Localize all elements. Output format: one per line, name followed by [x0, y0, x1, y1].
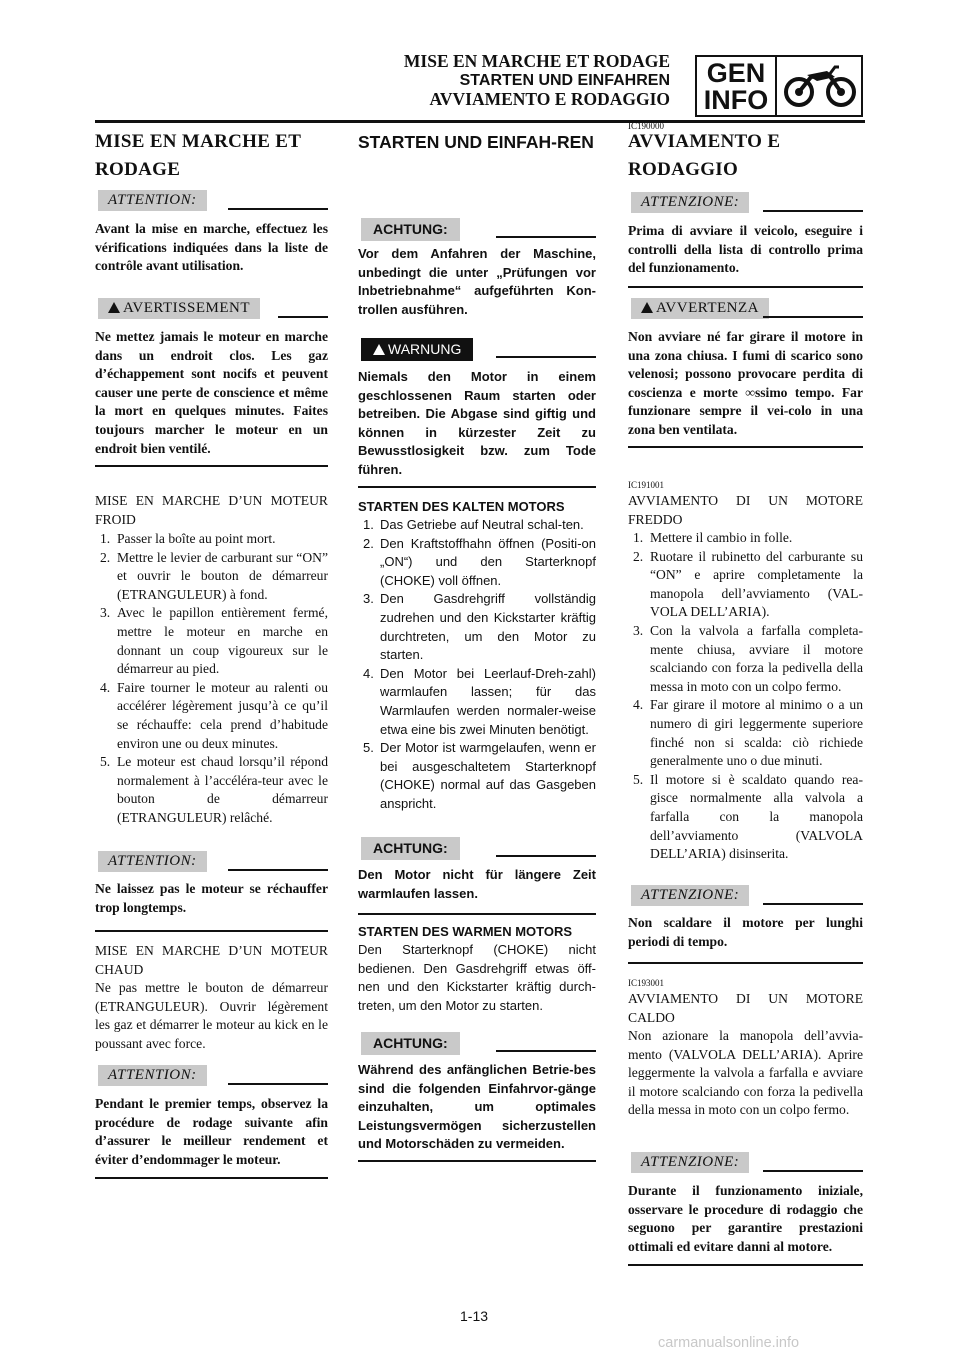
watermark: carmanualsonline.info	[658, 1335, 800, 1351]
warning-text: Non avviare né far girare il motore in una zona chiusa. I fumi di scarico sono velenosi; possono provocare perdita di coscienza e morte ∞ssimo tempo. Far funzionare sempre il vei-colo in una zona ben ventilata.	[628, 329, 863, 437]
cold-start-title: STARTEN DES KALTEN MOTORS	[358, 499, 565, 514]
warning-icon	[108, 302, 120, 313]
section-title: STARTEN UND EINFAH-REN	[358, 132, 594, 152]
running-header	[404, 52, 670, 109]
divider	[628, 962, 863, 964]
section-title: AVVIAMENTO E RODAGGIO	[628, 131, 781, 180]
attenzione-label: ATTENZIONE:	[631, 192, 749, 213]
attenzione-label: ATTENZIONE:	[631, 885, 749, 906]
list-item: 5. Der Motor ist warmgelaufen, wenn er bei ausgeschaltetem Starterknopf (CHOKE) normal auf das Gasgeben anspricht.	[363, 740, 596, 811]
section-code: IC191001	[628, 480, 664, 490]
list-item: 3. Den Gasdrehgriff vollständig zudrehen und den Kickstarter kräftig durchtreten, um den Motor zu starten.	[363, 591, 596, 663]
page-number: 1-13	[460, 1308, 489, 1324]
achtung-text: Den Motor nicht für längere Zeit warmlaufen lassen.	[358, 867, 596, 901]
attention-text: Avant la mise en marche, effectuez les vérifications indiquées dans la liste de contrôle avant utilisation.	[95, 221, 328, 274]
warning-icon	[641, 302, 653, 313]
attention-note	[95, 851, 328, 873]
achtung-text: Während des anfänglichen Betrie-bes sind die folgenden Einfahrvor-gänge einzuhalten, um optimales Leistungsvermögen sicherzustellen und Motorschäden zu vermeiden.	[358, 1062, 596, 1152]
section-code: IC193001	[628, 978, 664, 988]
badge-line-1: GEN	[706, 58, 766, 88]
warning-icon	[373, 344, 385, 355]
warm-start-title: AVVIAMENTO DI UN MOTORE CALDO	[628, 991, 863, 1025]
attenzione-text: Non scaldare il motore per lunghi periodi di tempo.	[628, 915, 863, 949]
attention-label: ATTENTION:	[98, 190, 207, 211]
divider	[628, 446, 863, 448]
cold-start-steps	[95, 530, 328, 828]
achtung-note	[358, 1032, 596, 1054]
section-title: MISE EN MARCHE ET RODAGE	[95, 131, 301, 180]
cold-start-title: MISE EN MARCHE D’UN MOTEUR FROID	[95, 493, 328, 527]
attenzione-note	[628, 1152, 863, 1174]
achtung-note	[358, 837, 596, 859]
list-item: 2. Den Kraftstoffhahn öffnen (Positi-on „ON“) und den Starterknopf (CHOKE) voll öffnen.	[363, 535, 596, 588]
cold-start-steps	[358, 516, 596, 814]
warm-start-title: STARTEN DES WARMEN MOTORS	[358, 924, 573, 939]
attention-text: Pendant le premier temps, observez la procédure de rodage suivante afin d’assurer le meilleur rendement et éviter d’endommager le moteur.	[95, 1096, 328, 1167]
header-title-de: STARTEN UND EINFAHREN	[459, 72, 670, 89]
cold-start-steps	[628, 529, 863, 864]
warning-label: AVERTISSEMENT	[98, 298, 260, 319]
list-item: 3. Con la valvola a farfalla completa-mente chiusa, avviare il motore scalciando con forza la pedivella della messa in moto con un colpo fermo.	[633, 622, 863, 694]
cold-start-title: AVVIAMENTO DI UN MOTORE FREDDO	[628, 493, 863, 527]
achtung-label: ACHTUNG:	[361, 837, 460, 860]
warning-text: Niemals den Motor in einem geschlossenen Raum starten oder betreiben. Die Abgase sind giftig und können in kürzester Zeit zu Bewusstlosigkeit bzw. zum Tode führen.	[358, 369, 596, 477]
warm-start-text: Non azionare la manopola dell’avvia-mento (VALVOLA DELL’ARIA). Aprire leggermente la valvola a farfalla e avviare il motore scalciando con forza la pedivella della messa in moto con un colpo fermo.	[628, 1028, 863, 1118]
list-item: 2. Ruotare il rubinetto del carburante su “ON” e aprire completamente la manopola dell’avviamento (VAL-VOLA DELL’ARIA).	[633, 548, 863, 620]
attenzione-note	[628, 192, 863, 214]
divider	[358, 1160, 596, 1162]
achtung-note	[358, 218, 596, 240]
list-item: 5. Il motore si è scaldato quando rea-gisce normalmente alla valvola a farfalla con la manopola dell’avviamento (VALVOLA DELL’ARIA) disinserita.	[633, 771, 863, 862]
section-badge	[695, 55, 775, 117]
attenzione-text: Prima di avviare il veicolo, eseguire i controlli della lista di controllo prima del funzionamento.	[628, 223, 863, 276]
achtung-label: ACHTUNG:	[361, 1032, 460, 1055]
list-item: 3. Avec le papillon entièrement fermé, mettre le moteur en marche en donnant un coup vigoureux sur le démarreur au pied.	[100, 605, 328, 677]
badge-line-2: INFO	[703, 85, 769, 115]
attention-label: ATTENTION:	[98, 851, 207, 872]
list-item: 4. Far girare il motore al minimo o a un numero di giri leggermente superiore finché non si scalda: ciò richiede generalmente uno o due minuti.	[633, 697, 863, 769]
divider	[95, 930, 328, 932]
list-item: 1. Das Getriebe auf Neutral schal-ten.	[363, 517, 584, 532]
warm-start-text: Ne pas mettre le bouton de démarreur (ETRANGULEUR). Ouvrir légèrement les gaz et démarrer le moteur au kick en le poussant avec force.	[95, 980, 328, 1051]
warm-start-text: Den Starterknopf (CHOKE) nicht bedienen. Den Gasdrehgriff etwas öff-nen und den Kickstarter kräftig durch-treten, um den Motor zu starten.	[358, 942, 596, 1013]
warning-label: WARNUNG	[361, 338, 473, 361]
divider	[628, 286, 863, 288]
divider	[95, 1177, 328, 1179]
list-item: 1. Mettere il cambio in folle.	[633, 530, 793, 545]
warning-note	[95, 298, 328, 320]
divider	[358, 913, 596, 915]
attention-text: Ne laissez pas le moteur se réchauffer trop longtemps.	[95, 881, 328, 915]
list-item: 2. Mettre le levier de carburant sur “ON” et ouvrir le bouton de démarreur (ETRANGULEUR) à fond.	[100, 549, 328, 602]
header-title-it: AVVIAMENTO E RODAGGIO	[429, 89, 670, 109]
achtung-text: Vor dem Anfahren der Maschine, unbedingt die unter „Prüfungen vor Inbetriebnahme“ aufgeführten Kon-trollen ausführen.	[358, 246, 596, 317]
warning-text: Ne mettez jamais le moteur en marche dans un endroit clos. Les gaz d’échappement sont nocifs et peuvent causer une perte de conscience et même la mort en quelques minutes. Faites toujours marcher le moteur en un endroit bien ventilé.	[95, 329, 328, 456]
warm-start-title: MISE EN MARCHE D’UN MOTEUR CHAUD	[95, 943, 328, 977]
attenzione-text: Durante il funzionamento iniziale, osservare le procedure di rodaggio che seguono per garantire prestazioni ottimali ed evitare danni al motore.	[628, 1183, 863, 1254]
achtung-label: ACHTUNG:	[361, 218, 460, 241]
warning-label: AVVERTENZA	[631, 298, 769, 319]
divider	[628, 1264, 863, 1266]
header-rule	[95, 120, 865, 123]
list-item: 4. Den Motor bei Leerlauf-Dreh-zahl) warmlaufen lassen; für das Warmlaufen werden normaler-weise etwa eine bis zwei Minuten benötigt.	[363, 665, 596, 737]
list-item: 5. Le moteur est chaud lorsqu’il répond normalement à l’accéléra-teur avec le bouton de démarreur (ETRANGULEUR) relâché.	[100, 754, 328, 825]
attenzione-note	[628, 885, 863, 907]
list-item: 4. Faire tourner le moteur au ralenti ou accélérer légèrement jusqu’à ce qu’il se réchauffe: cela prend d’habitude environ une ou deux minutes.	[100, 679, 328, 751]
section-code: IC190000	[628, 121, 664, 131]
warning-note	[358, 338, 596, 360]
header-title-fr: MISE EN MARCHE ET RODAGE	[403, 51, 670, 71]
attention-label: ATTENTION:	[98, 1065, 207, 1086]
motorcycle-icon	[775, 55, 863, 117]
attention-note	[95, 190, 328, 212]
divider	[95, 465, 328, 467]
list-item: 1. Passer la boîte au point mort.	[100, 531, 276, 546]
attenzione-label: ATTENZIONE:	[631, 1152, 749, 1173]
divider	[358, 486, 596, 488]
attention-note	[95, 1065, 328, 1087]
warning-note	[628, 298, 863, 320]
